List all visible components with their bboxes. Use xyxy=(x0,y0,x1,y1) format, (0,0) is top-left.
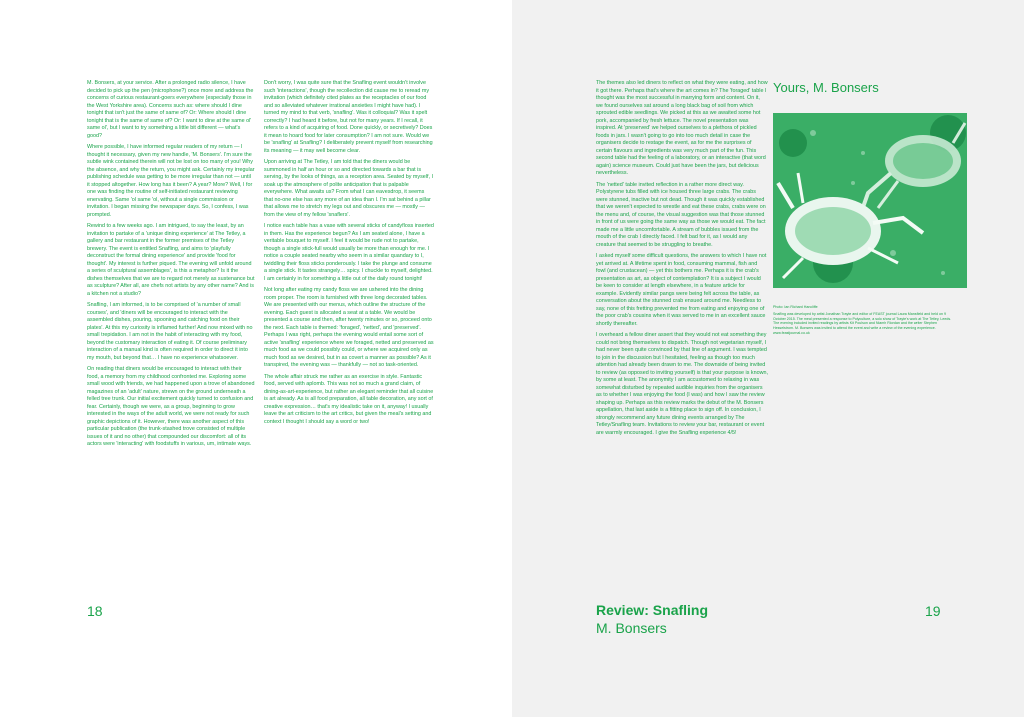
paragraph: On reading that diners would be encouraged to interact with their food, a memory from my childhood confronted me. Exploring some small wood with friends, we had happened upon a trove of abandoned magazines of an 'adult' nature, strewn on the ground underneath a felled tree trunk. Our initial excitement quickly turned to confusion and fear. Certainly, though we were, as a group, beginning to grow interested in the ways of the adult world, we were not ready for such graphic depictions of it. However, there was another aspect of this particular publication (the trunk-stashed trove consisted of multiple issues of it and no other) that compounded our discomfort: all of its actors were 'interacting' with foodstuffs in various, um, intimate ways. xyxy=(87,366,255,447)
photo-credit: Photo: Ian Richard Hancliffe xyxy=(773,305,818,309)
page-number-right: 19 xyxy=(925,603,941,619)
article-column-3 xyxy=(596,80,768,441)
paragraph: M. Bonsers, at your service. After a prolonged radio silence, I have decided to pick up the pen (microphone?) once more and address the concerns of curious restaurant-goers everywhere (especially those in the West Yorkshire area). Concerns such as: where should I dine tonight that isn't just the same of same of? Or: Where should I dine tonight that is the same of same of? Or: I want to dine at the same ol' same ol', but I want to try something a little bit different — what's good? xyxy=(87,80,254,139)
paragraph: Rewind to a few weeks ago. I am intrigued, to say the least, by an invitation to partake of a 'unique dining experience' at The Tetley, a gallery and bar restaurant in the former premises of the Tetley brewery. The event is entitled Snafling, and aims to 'playfully deconstruct the formal dining experience' and provide 'food for thought'. My interest is further piqued. The evening will unfold around a series of sculptural assemblages', is this a metaphor? Is it the dishes themselves that we are to regard not merely as sustenance but as sculpture? After all, are chefs not artists by any other name? And is a kitchen not a studio? xyxy=(87,223,255,297)
paragraph: The 'netted' table invited reflection in a rather more direct way. Polystyrene tubs filled with ice housed three large crabs. The crabs were stunned, inactive but not dead. Though it was quickly established that we weren't expected to wrestle and eat these crabs, crabs were on the menu and, of course, the visual suggestion was that those stunned in front of us were going the same way as those we would eat. The fact made me a little uncomfortable. A stream of bubbles issued from the mouth of the crab I directly faced. I felt bad for it, as I would any creature that seemed to be struggling to breathe. xyxy=(596,181,766,248)
crab-illustration xyxy=(773,113,967,288)
paragraph: Snafling, I am informed, is to be comprised of 'a number of small courses', and 'diners will be encouraged to interact with the assembled dishes, pouring, spooning and catching food on their plates'. At this my curiosity is inflamed further! And now mixed with no small trepidation. I am not in the habit of interacting with my food, beyond the customary interaction of eating it. Of course preliminary interaction of a manual kind is often required in order to direct it into my mouth, but beyond that… I have no experience whatsoever. xyxy=(87,302,253,361)
paragraph: Don't worry, I was quite sure that the Snafling event wouldn't involve such 'interactions', though the recollection did cause me to reread my invitation (which definitely cited plates as the receptacles of our food and so alleviated whatever irrational anxieties I might have had). I turned my mind to that verb, 'snafling'. Was it colloquial? Was it spelt correctly? I had heard it before, but not for many years. If I recall, it refers to a kind of acquiring of food. Done quickly, or secretively? Does it mean to hoard food for later consumption? I am not sure. Would we be 'snafling' at Snafling? I deliberately prevent myself from researching its meaning — it may well become clear. xyxy=(264,80,433,154)
photo-caption xyxy=(773,305,953,336)
paragraph: Not long after eating my candy floss we are ushered into the dining room proper. The room is furnished with three long decorated tables. We are presented with our menus, which outline the structure of the evening. Each guest is allocated a seat at a table. We would be presented a course and then, after twenty minutes or so, proceed onto the next. Each table is themed: 'foraged', 'netted', and 'preserved'. Perhaps I was right, perhaps the evening would entail some sort of active 'snafling' experience where we foraged, netted and preserved as much food as we could possibly could, or where we acquired only as much food as we desired, but in as covert a manner as possible? As it transpired, the evening was — thankfully — not so task-oriented. xyxy=(264,287,434,368)
right-page xyxy=(512,0,1024,717)
signoff-heading: Yours, M. Bonsers xyxy=(773,80,879,95)
caption-text: Snafling was developed by artist Jonathan Trayte and editor of FEAST journal Laura Mansfield and held on 9 October 2015. The meal presented a response to Polyculture, a solo show of Trayte's work at The Tetley, Leeds. The evening included invited readings by artists Kit Poulson and Niamh Riordan and the writer Stephen Hesselstrom. M. Bonsers was invited to attend the event and write a review of the evening experience. www.feastjournal.co.uk xyxy=(773,311,952,335)
paragraph: The whole affair struck me rather as an exercise in style. Fantastic food, served with aplomb. This was not so much a grand claim, of dining-as-art-experience, but rather an elegant reminder that all cuisine is art already. As is all food preparation, all table decoration, any sort of creative expression… that's my idealistic take on it, anyway! I usually leave the art criticism to the art critics, but given the meal's setting and context I thought I should say a word or two! xyxy=(264,373,434,425)
paragraph: Where possible, I have informed regular readers of my return — I thought it necessary, given my new handle, 'M. Bonsers'. I'm sure the subtle wink contained therein will not be lost on too many of you! Why the absence, and why the return, you might ask. Certainly my irregular publishing schedule was getting to be more irregular than not — until it stopped altogether. How long has it been? A year? More? Well, I for one was finding the routine of self-initiated restaurant reviewing enervating. Same 'ol same 'ol, without a single commission or invitation. I began missing the newspaper days. So, I confess, I was prompted. xyxy=(87,144,255,218)
paragraph: I asked myself some difficult questions, the answers to which I have not yet arrived at. A lifetime spent in food, consuming mammal, fish and fowl (and crustacean) — yet this bothers me. Perhaps it is the crab's presentation as art, as object of contemplation? It is a subject I would be keen to consider at length elsewhere, in a feature article for example. Evidently similar pangs were being felt across the table, as conversation about the stunned crab ensued around me. Needless to say, none of this fretting prevented me from eating and enjoying one of the poor crab's cousins when it was served to me in an excellent sauce shortly thereafter. xyxy=(596,253,767,327)
paragraph: I overheard a fellow diner assert that they would not eat something they could not bring themselves to dispatch. Though not vegetarian myself, I had never been quite convinced by that line of argument. I was tempted to join in the discussion but I hesitated, feeling as though too much attention had already been drawn to me. The downside of being invited to review (as opposed to inviting yourself) is that your purpose is known, by some at least. The anonymity I am accustomed to relaxing in was somewhat disturbed by repeated audible inquiries from the organisers as to whether I was enjoying the food (I was) and how I saw the review shaping up. Perhaps as this review marks the debut of the M. Bonsers appellation, that last aside is a fitting place to sign off. In conclusion, I strongly recommend any future dining events arranged by The Tetley/Snafling team. Invitations to review your bar, restaurant or event are warmly encouraged. I give the Snafling experience 4/5! xyxy=(596,332,768,436)
article-column-2 xyxy=(264,80,434,430)
review-author: M. Bonsers xyxy=(596,620,667,636)
article-column-1 xyxy=(87,80,255,453)
page-number-left: 18 xyxy=(87,603,103,619)
paragraph: The themes also led diners to reflect on what they were eating, and how it got there. Perhaps that's where the art comes in? The 'foraged' table I thought was the most successful in marrying form and content. On it, we found ourselves sat around a long black bag of soil from which sprouted edible seedlings. We picked at this as we awaited some hot pork, accompanied by fresh lettuce. The novel presentation was inspired. At 'preserved' we helped ourselves to a plethora of pickled foods in jars. I wasn't going to go into too much detail in case the organisers decide to restage the event, as for me the surprises of certain flavours and ingredients was very much part of the fun. This second table had the feeling of a laboratory, or an interactive (that word again) science museum. Could just have been the jars, but delicious nevertheless. xyxy=(596,80,768,176)
paragraph: I notice each table has a vase with several sticks of candyfloss inserted in them. Has the experience begun? As I am seated alone, I have a veritable bouquet to myself. I feel it would be rude not to partake, though a single stick-full would usually be more than enough for me. I notice a couple seated nearby who seem in a similar quandary to I, twiddling their floss sticks ponderously. I take the plunge and consume a single stick. It tastes strangely… spicy. I chuckle to myself, delighted. I am certainly in for something a little out of the daily round tonight! xyxy=(264,223,434,282)
crab-photo xyxy=(773,113,967,288)
paragraph: Upon arriving at The Tetley, I am told that the diners would be summoned in half an hour or so and directed towards a bar that is serving, by the looks of things, as a reception area. Seated by myself, I soak up the atmosphere of polite anticipation that is palpable everywhere. What awaits us? From what I can eavesdrop, it seems that no-one else has any more of an idea than I. I'm sat behind a pillar that allows me to stretch my legs out and obscures me — mostly — from the view of my fellow 'snaflers'. xyxy=(264,159,433,218)
review-title: Review: Snafling xyxy=(596,602,709,618)
